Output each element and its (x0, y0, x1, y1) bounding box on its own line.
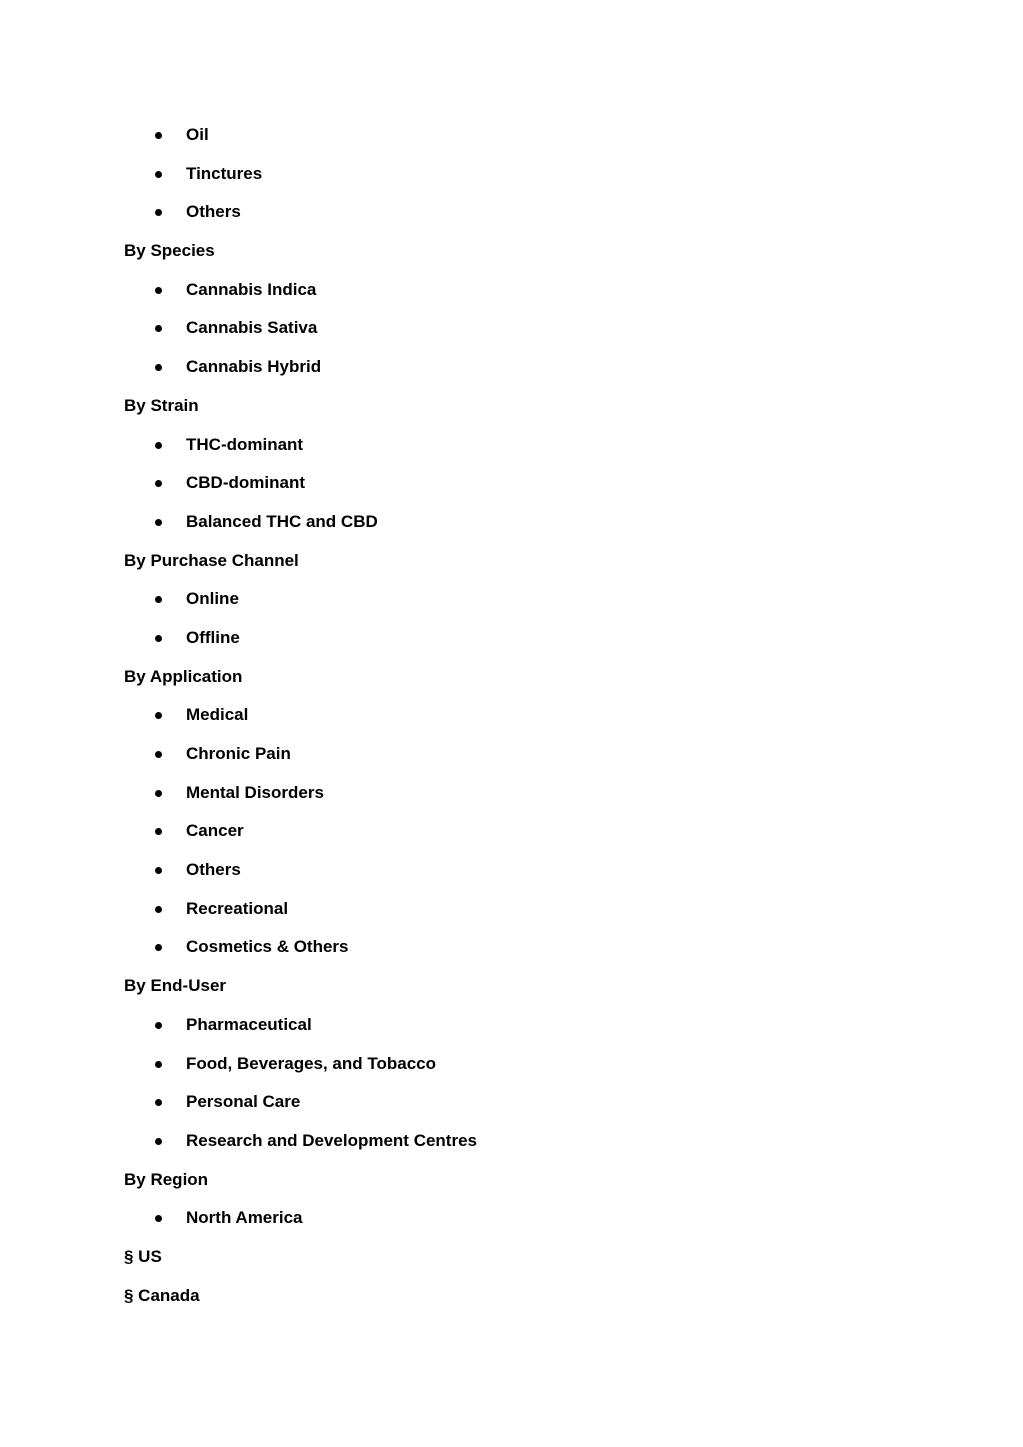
bullet-icon (155, 596, 162, 603)
list-item-text: Cannabis Indica (186, 279, 317, 299)
bullet-icon (155, 751, 162, 758)
bullet-icon (155, 712, 162, 719)
section-heading-text: By Region (124, 1169, 209, 1189)
list-item (0, 271, 1023, 310)
bullet-icon (155, 442, 162, 449)
list-item-text: Personal Care (186, 1092, 301, 1112)
list-item (0, 735, 1023, 774)
list-item-text: Cancer (186, 821, 244, 841)
bullet-icon (155, 1138, 162, 1145)
list-item-text: Research and Development Centres (186, 1130, 477, 1150)
bullet-icon (155, 132, 162, 139)
list-item (0, 116, 1023, 155)
list-item (0, 774, 1023, 813)
list-item (0, 464, 1023, 503)
bullet-icon (155, 364, 162, 371)
list-item (0, 348, 1023, 387)
list-item (0, 193, 1023, 232)
list-item-text: Food, Beverages, and Tobacco (186, 1053, 437, 1073)
list-item-text: Cannabis Hybrid (186, 357, 322, 377)
bullet-icon (155, 944, 162, 951)
list-item-text: Pharmaceutical (186, 1014, 312, 1034)
list-item (0, 503, 1023, 542)
section-heading (0, 1161, 1023, 1200)
list-item-text: Tinctures (186, 163, 263, 183)
list-item (0, 928, 1023, 967)
bullet-icon (155, 480, 162, 487)
list-item-text: Online (186, 589, 239, 609)
section-heading (0, 232, 1023, 271)
list-item (0, 1006, 1023, 1045)
bullet-icon (155, 906, 162, 913)
bullet-icon (155, 635, 162, 642)
list-item-text: Medical (186, 705, 249, 725)
list-item-text: Offline (186, 627, 240, 647)
bullet-icon (155, 287, 162, 294)
list-item (0, 1045, 1023, 1084)
bullet-icon (155, 171, 162, 178)
list-item-text: Cannabis Sativa (186, 318, 318, 338)
list-item (0, 309, 1023, 348)
list-item-text: Balanced THC and CBD (186, 511, 378, 531)
list-item-text: THC-dominant (186, 434, 304, 454)
list-item (0, 426, 1023, 465)
bullet-icon (155, 209, 162, 216)
section-heading (0, 387, 1023, 426)
bullet-icon (155, 1099, 162, 1106)
list-item (0, 1083, 1023, 1122)
bullet-icon (155, 790, 162, 797)
bullet-icon (155, 325, 162, 332)
bullet-icon (155, 1215, 162, 1222)
bullet-icon (155, 519, 162, 526)
list-item (0, 696, 1023, 735)
list-item-text: Recreational (186, 898, 289, 918)
section-heading (0, 658, 1023, 697)
list-item-text: Mental Disorders (186, 782, 324, 802)
bullet-icon (155, 1061, 162, 1068)
section-heading-text: By Purchase Channel (124, 550, 299, 570)
list-item-text: Cosmetics & Others (186, 937, 349, 957)
bullet-icon (155, 867, 162, 874)
section-heading-text: § Canada (124, 1285, 200, 1305)
bullet-icon (155, 1022, 162, 1029)
section-heading-text: By Application (124, 666, 243, 686)
section-heading-text: § US (124, 1246, 162, 1266)
section-heading (0, 1238, 1023, 1277)
segment-list (0, 116, 1023, 1315)
list-item (0, 619, 1023, 658)
list-item (0, 851, 1023, 890)
list-item (0, 580, 1023, 619)
section-heading-text: By Species (124, 241, 215, 261)
list-item (0, 890, 1023, 929)
list-item (0, 812, 1023, 851)
list-item-text: CBD-dominant (186, 473, 305, 493)
list-item-text: Chronic Pain (186, 744, 291, 763)
section-heading-text: By Strain (124, 395, 199, 415)
bullet-icon (155, 828, 162, 835)
list-item-text: Others (186, 860, 241, 880)
list-item-text: Others (186, 202, 241, 222)
section-heading (0, 967, 1023, 1006)
list-item (0, 155, 1023, 194)
list-item (0, 1199, 1023, 1238)
section-heading (0, 1277, 1023, 1316)
list-item-text: Oil (186, 125, 209, 144)
list-item-text: North America (186, 1208, 303, 1228)
section-heading-text: By End-User (124, 976, 227, 996)
list-item (0, 1122, 1023, 1161)
section-heading (0, 542, 1023, 581)
